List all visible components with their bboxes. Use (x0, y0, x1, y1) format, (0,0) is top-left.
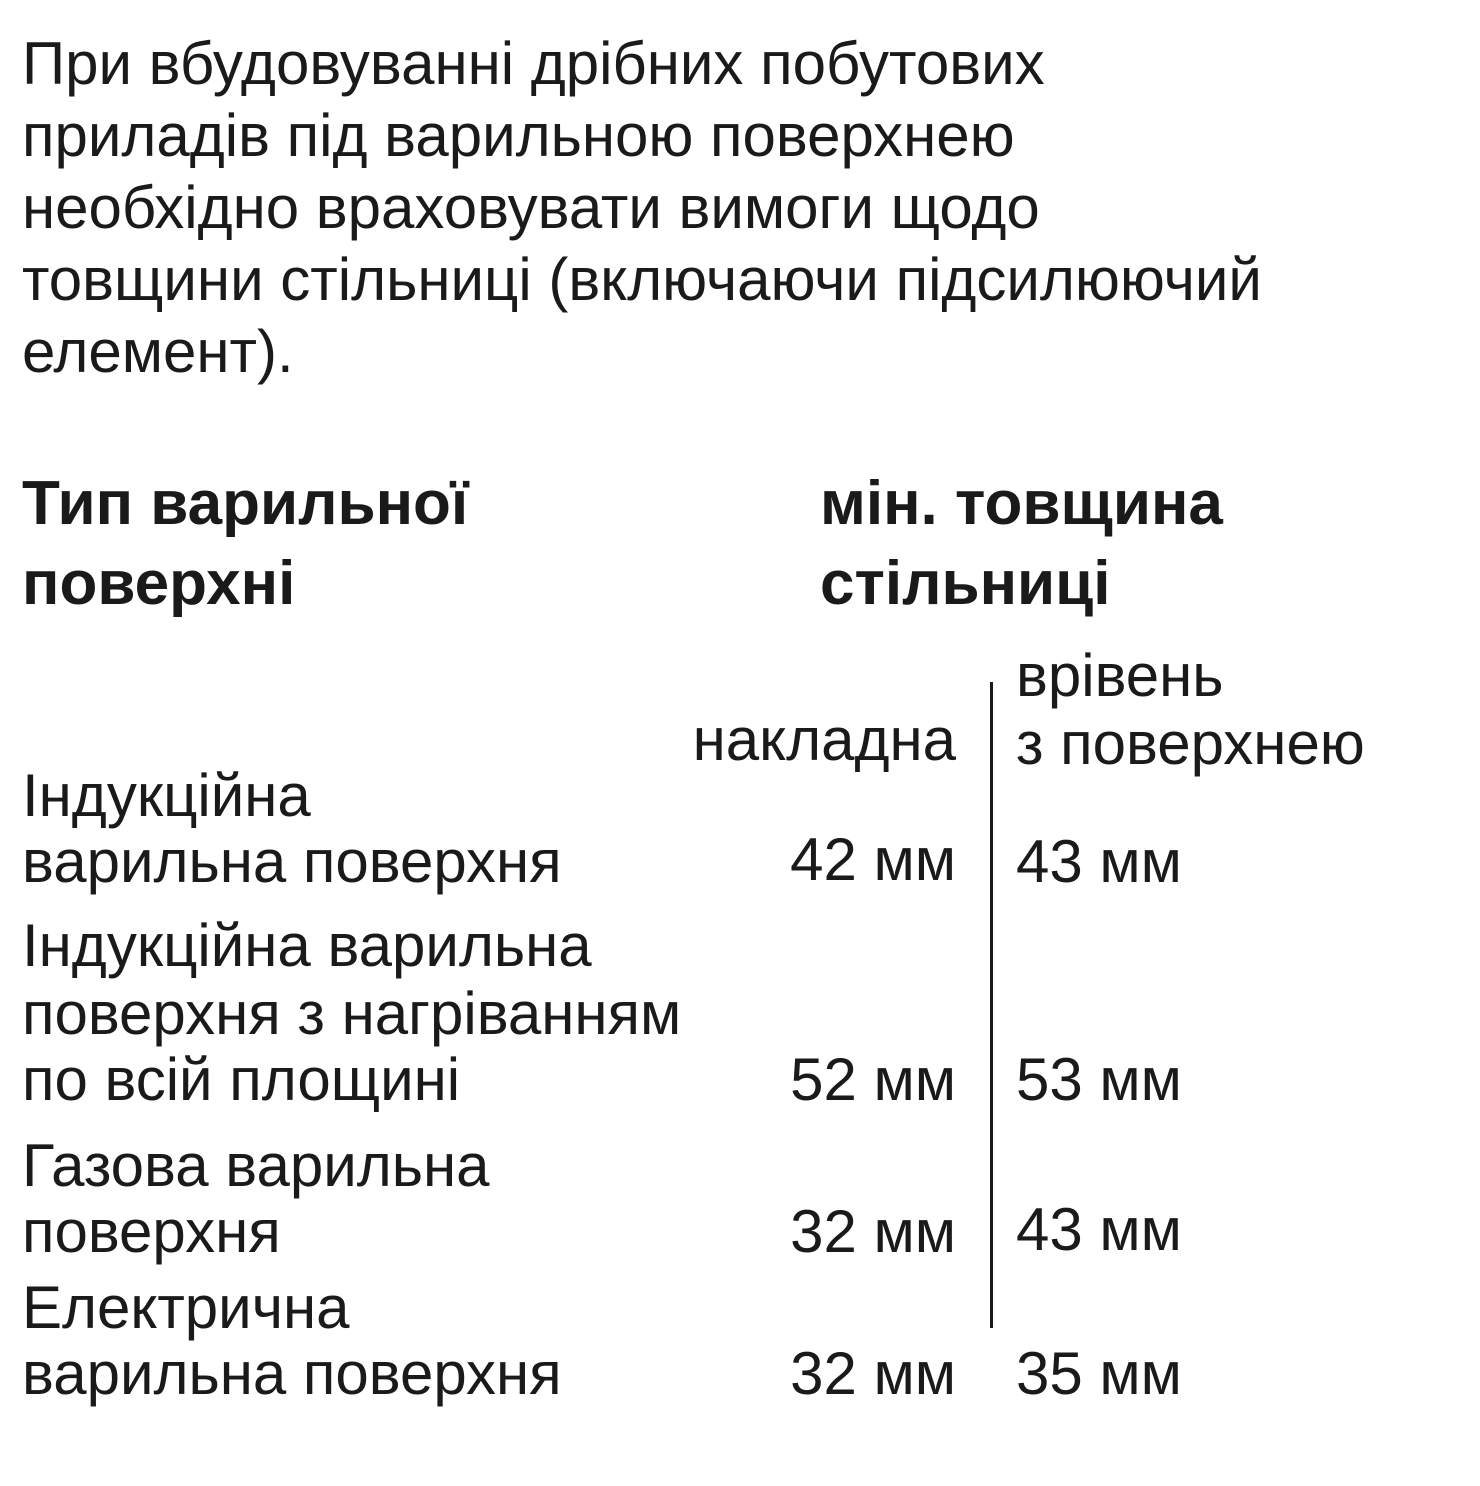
row-label-line: варильна поверхня (22, 1340, 562, 1407)
intro-line: При вбудовуванні дрібних побутових (22, 30, 1045, 97)
subheader-flush-line: з поверхнею (1016, 710, 1365, 777)
header-line: Тип варильної (22, 469, 469, 538)
header-line: поверхні (22, 549, 296, 618)
row-label-line: по всій площині (22, 1046, 461, 1113)
subheader-overlay: накладна (692, 706, 956, 773)
header-min-thickness (820, 464, 1460, 624)
row-label-line: Індукційна варильна (22, 912, 592, 979)
intro-line: необхідно враховувати вимоги щодо (22, 174, 1040, 241)
row-flush-value: 53 мм (1016, 1046, 1182, 1113)
row-label-line: поверхня з нагріванням (22, 980, 682, 1047)
row-overlay-value: 42 мм (790, 826, 956, 893)
row-overlay-value: 32 мм (790, 1198, 956, 1265)
intro-line: елемент). (22, 318, 294, 385)
row-flush-value: 43 мм (1016, 1196, 1182, 1263)
header-hob-type (22, 464, 722, 624)
row-label-line: Індукційна (22, 762, 311, 829)
row-label-line: Електрична (22, 1274, 350, 1341)
column-divider (990, 682, 993, 1328)
header-line: мін. товщина (820, 469, 1223, 538)
row-flush-value: 43 мм (1016, 828, 1182, 895)
row-label-line: поверхня (22, 1198, 281, 1265)
row-label-line: варильна поверхня (22, 828, 562, 895)
subheader-flush-line: врівень (1016, 642, 1224, 709)
intro-line: приладів під варильною поверхнею (22, 102, 1015, 169)
row-flush-value: 35 мм (1016, 1340, 1182, 1407)
intro-paragraph (22, 28, 1472, 388)
header-line: стільниці (820, 549, 1111, 618)
row-overlay-value: 52 мм (790, 1046, 956, 1113)
row-overlay-value: 32 мм (790, 1340, 956, 1407)
intro-line: товщини стільниці (включаючи підсилюючий (22, 246, 1262, 313)
row-label-line: Газова варильна (22, 1132, 490, 1199)
